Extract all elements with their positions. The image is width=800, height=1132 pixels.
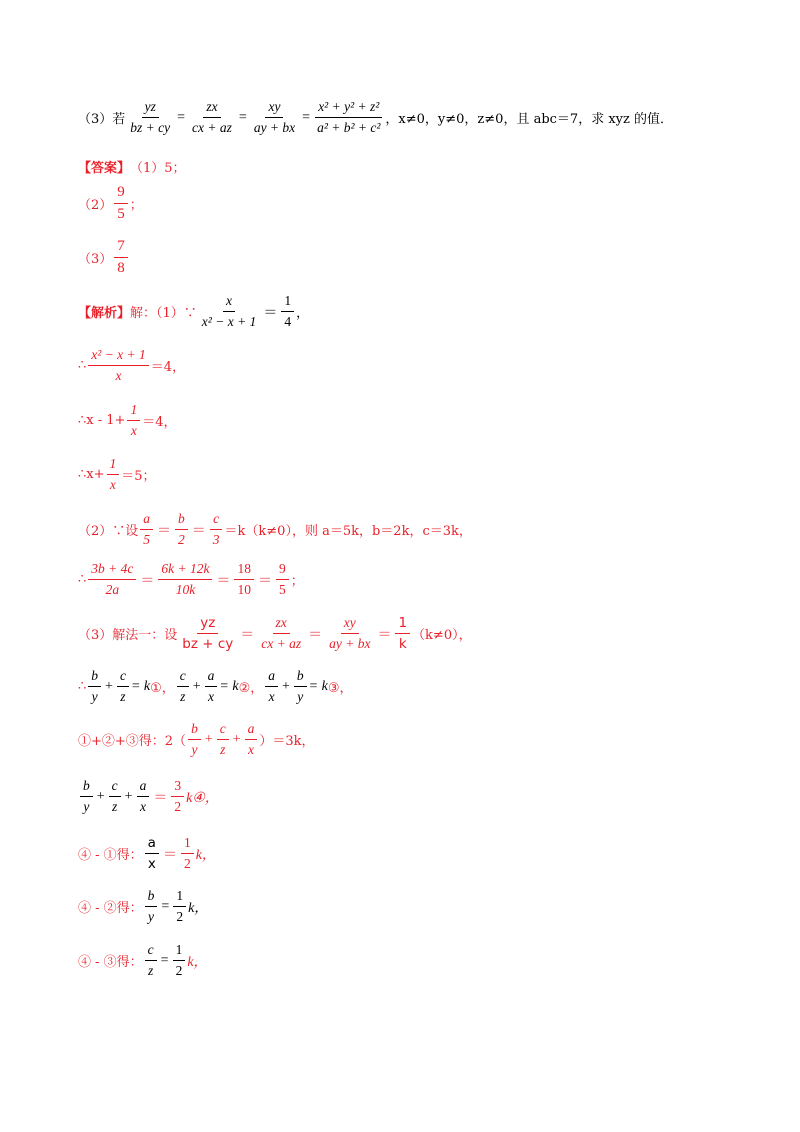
answer-line-1 — [78, 157, 186, 176]
analysis-line-7: （3）解法一：设 $\frac{yz}{bz + cy}$ ＝ $\frac{zx}{cx + az}$ ＝ $\frac{xy}{ay + bx}$ ＝ $\frac{1}{k}$ （k≠0）， — [78, 615, 472, 652]
analysis-line-6: ∴ $\frac{3b + 4c}{2a}$ ＝ $\frac{6k + 12k}{10k}$ ＝ $\frac{18}{10}$ ＝ $\frac{9}{5}$ ； — [78, 561, 304, 597]
answer-part-2-frac: $\frac{9}{5}$ — [114, 182, 128, 225]
analysis-line-3: ∴x - 1+ $\frac{1}{x}$ ＝4， — [78, 402, 177, 438]
analysis-line-1: 【解析】 解：（1）∵ $\frac{x}{\text{x² − x + 1}}$ ＝ $\frac{1}{4}$ ， — [78, 293, 310, 329]
analysis-label: 【解析】 — [78, 306, 131, 321]
answer-line-3: （3） $\frac{7}{8}$ — [78, 236, 130, 279]
answer-part-1: （1）5； — [130, 161, 186, 176]
analysis-line-10: $\frac{b}{y}$ + $\frac{c}{z}$ + $\frac{a}{x}$ ＝ $\frac{3}{2}$ k④， — [78, 776, 219, 817]
q3-frac-3: $\frac{xy}{ay + bx}$ — [253, 99, 296, 135]
q3-frac-2: $\frac{zx}{cx + az}$ — [192, 99, 232, 135]
answer-part-3-frac: $\frac{7}{8}$ — [114, 236, 128, 279]
analysis-line-13: ④ - ③得： $\frac{c}{z}$ = $\frac{1}{2}$ k， — [78, 942, 208, 978]
answer-line-2: （2） $\frac{9}{5}$ ； — [78, 182, 143, 225]
analysis-line-11: ④ - ①得： $\frac{a}{x}$ ＝ $\frac{1}{2}$ k， — [78, 835, 216, 872]
question-3: （3）若 $\frac{yz}{bz + cy}$ = $\frac{zx}{cx + az}$ = $\frac{xy}{ay + bx}$ = $\frac{\text{x² + y² + z²}}{\text{a² + b² + c²}}$ ，x≠0，y≠0，z≠0，且 abc＝7，求 xyz 的值． — [78, 97, 673, 138]
q3-frac-1: $\frac{yz}{bz + cy}$ — [130, 99, 171, 135]
q3-frac-4: $\frac{\text{x² + y² + z²}}{\text{a² + b² + c²}}$ — [317, 99, 381, 135]
analysis-line-12: ④ - ②得： $\frac{b}{y}$ = $\frac{1}{2}$ k， — [78, 888, 209, 924]
analysis-line-4: ∴x+ $\frac{1}{x}$ ＝5； — [78, 456, 156, 492]
q3-condition: ，x≠0，y≠0，z≠0，且 abc＝7，求 xyz 的值． — [385, 112, 673, 127]
answer-label: 【答案】 — [78, 161, 131, 176]
analysis-line-5: （2）∵设 $\frac{a}{5}$ ＝ $\frac{b}{2}$ ＝ $\frac{c}{3}$ ＝k（k≠0），则 a＝5k，b＝2k，c＝3k， — [78, 511, 472, 547]
analysis-line-8: ∴ $\frac{b}{y}$ + $\frac{c}{z}$ = k ①， $\frac{c}{z}$ + $\frac{a}{x}$ = k ②， $\frac{a}{x}$ + $\frac{b}{y}$ = k ③， — [78, 668, 353, 704]
analysis-line-9: ①+②+③得：2（ $\frac{b}{y}$ + $\frac{c}{z}$ + $\frac{a}{x}$ ）＝3k， — [78, 721, 315, 757]
analysis-line-2: ∴ $\frac{\text{x² − x + 1}}{x}$ ＝4， — [78, 347, 186, 383]
q3-prefix: （3）若 — [78, 112, 126, 127]
